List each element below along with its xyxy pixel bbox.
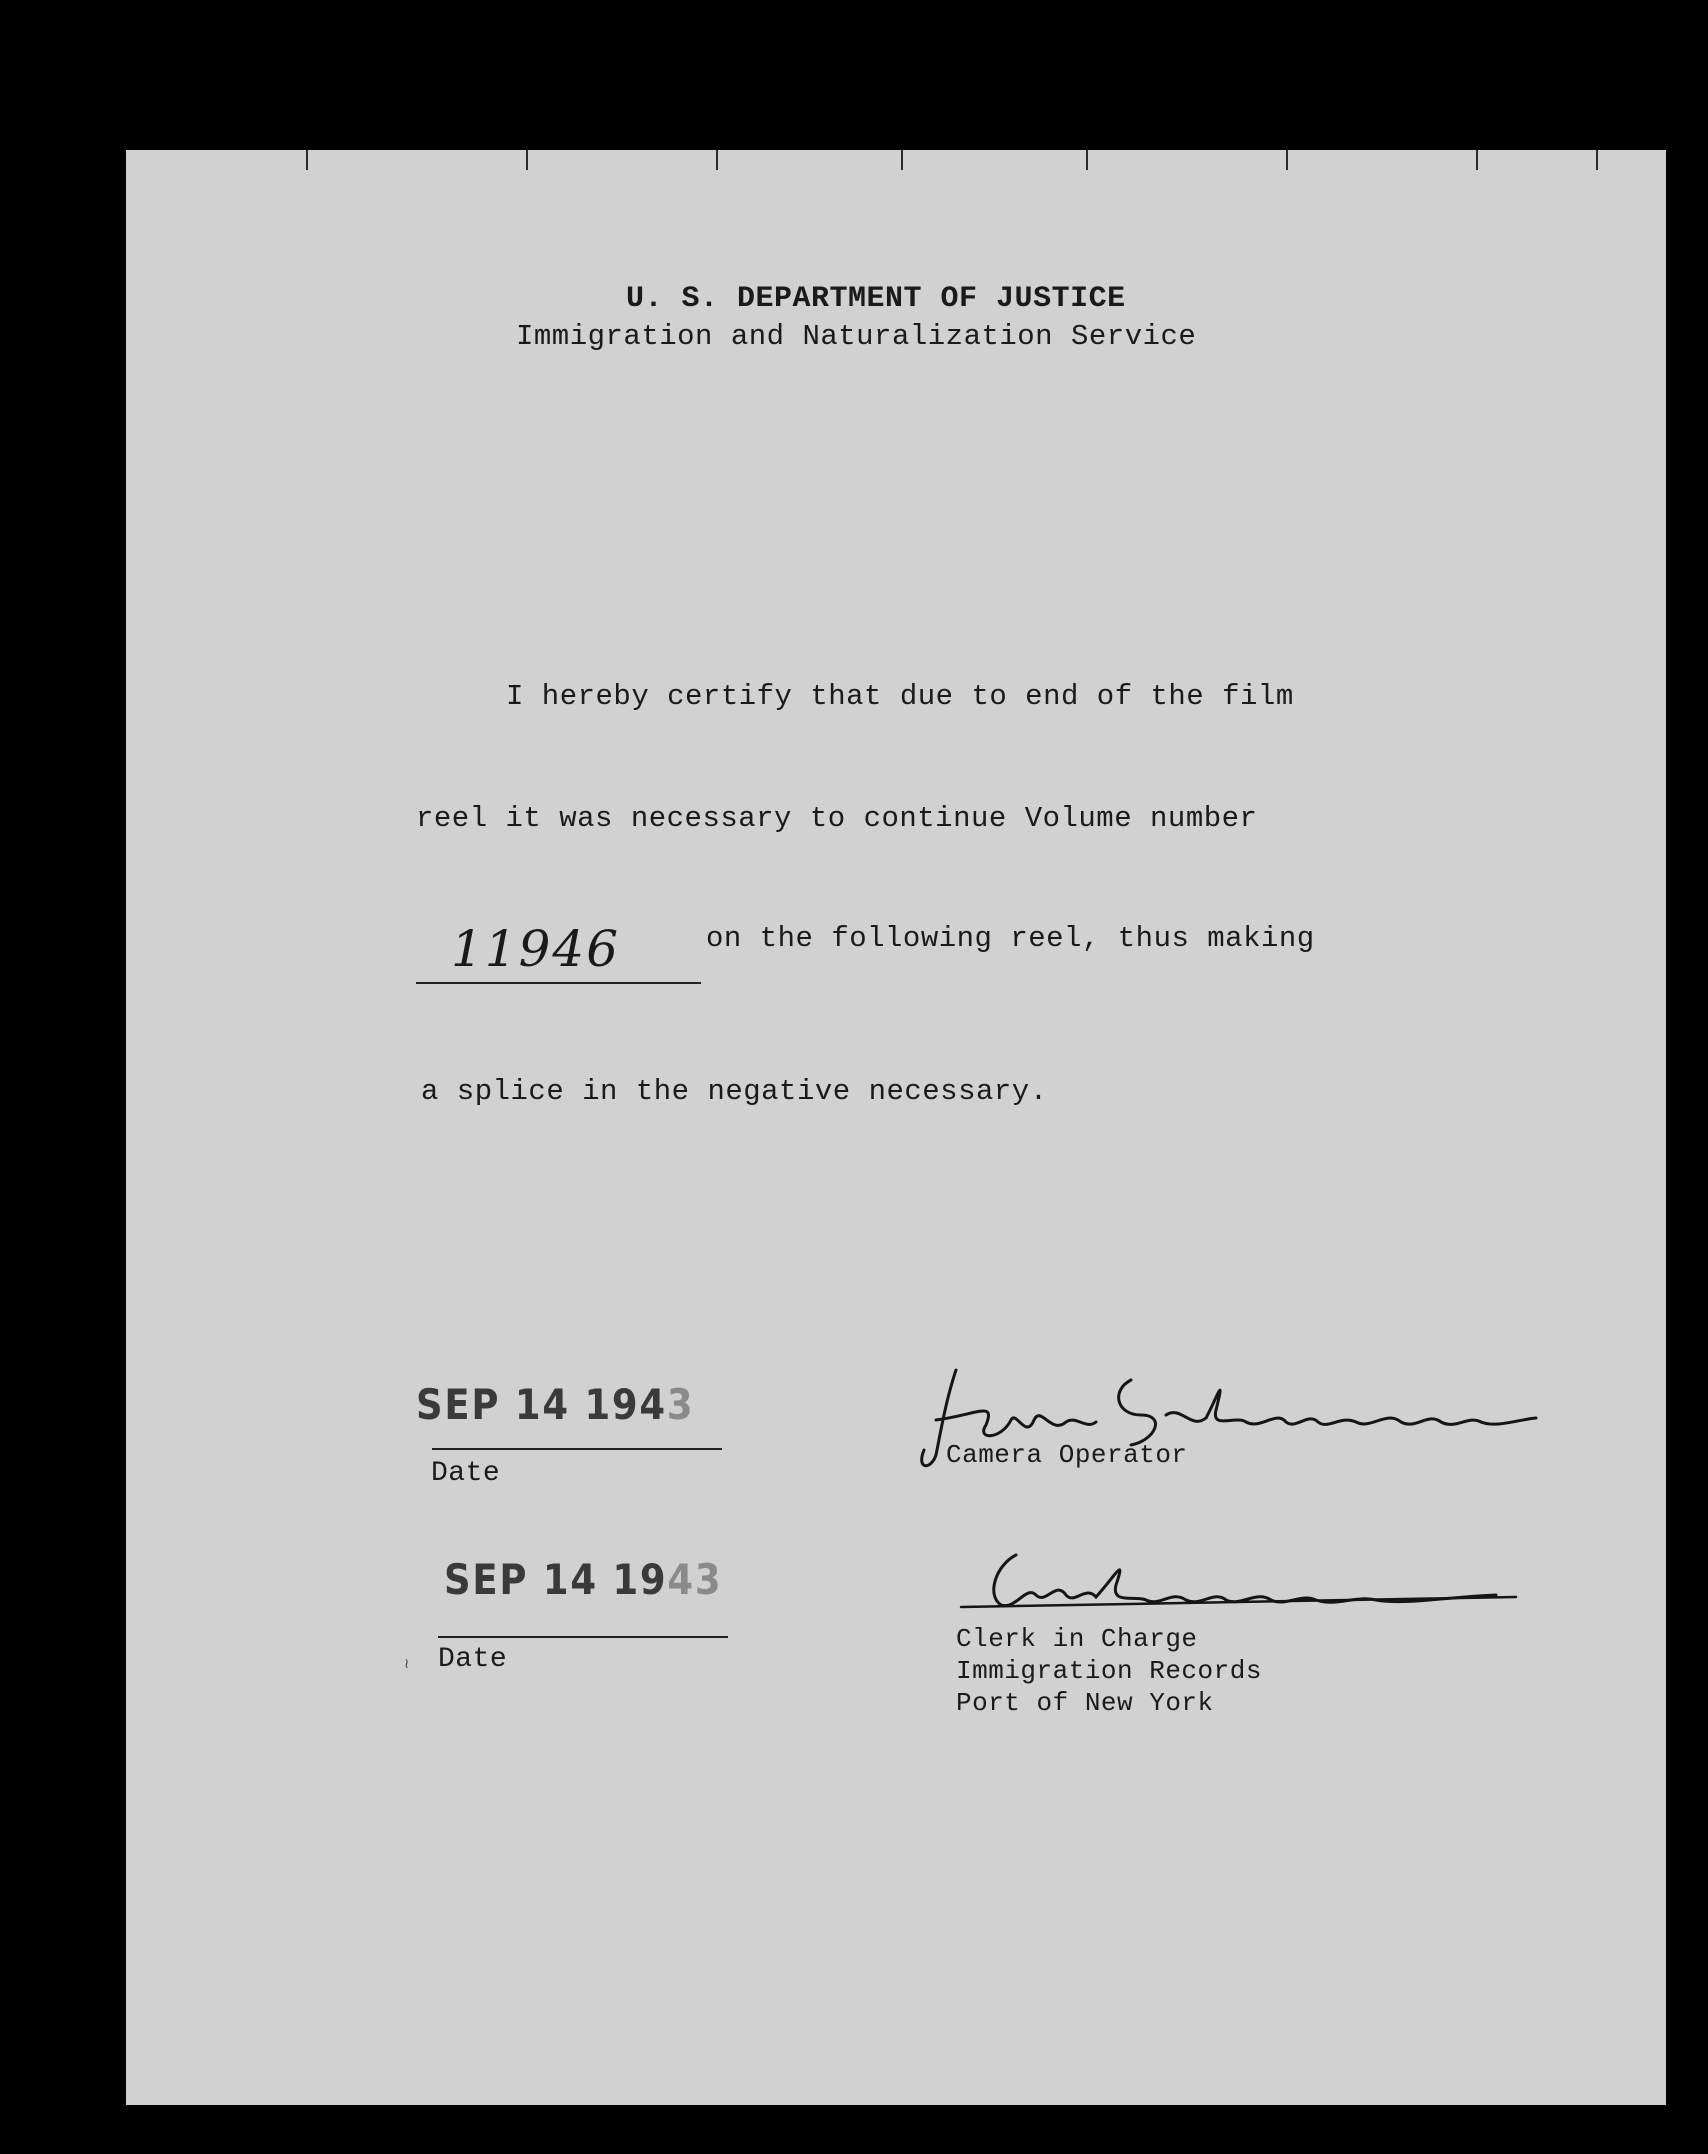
date-signature-line-1 xyxy=(432,1448,722,1450)
clerk-role: Clerk in Charge xyxy=(956,1624,1198,1654)
document-page xyxy=(126,150,1666,2105)
date-stamp-2 xyxy=(444,1555,722,1604)
edge-mark xyxy=(526,150,528,170)
edge-mark xyxy=(1596,150,1598,170)
date-stamp-2-text: SEP 14 19 xyxy=(444,1555,668,1604)
edge-mark xyxy=(306,150,308,170)
date-stamp-2-faded: 43 xyxy=(667,1555,723,1604)
date-stamp-1-faded: 3 xyxy=(666,1380,695,1429)
certification-line-2: reel it was necessary to continue Volume number xyxy=(416,802,1258,835)
edge-mark xyxy=(1286,150,1288,170)
date-stamp-1-text: SEP 14 194 xyxy=(416,1380,667,1429)
clerk-signature xyxy=(956,1545,1556,1635)
certification-line-4: a splice in the negative necessary. xyxy=(421,1075,1048,1108)
date-stamp-1 xyxy=(416,1380,694,1429)
date-label-1: Date xyxy=(431,1458,501,1489)
date-label-2: Date xyxy=(438,1644,508,1675)
volume-number-handwritten: 11946 xyxy=(451,920,621,978)
clerk-location: Port of New York xyxy=(956,1688,1214,1718)
edge-mark xyxy=(901,150,903,170)
service-heading: Immigration and Naturalization Service xyxy=(516,320,1197,353)
date-signature-line-2 xyxy=(438,1636,728,1638)
edge-mark xyxy=(1476,150,1478,170)
stray-mark: ≀ xyxy=(404,1656,410,1672)
edge-mark xyxy=(716,150,718,170)
camera-operator-role: Camera Operator xyxy=(946,1440,1188,1470)
certification-line-1: I hereby certify that due to end of the film xyxy=(506,680,1294,713)
edge-mark xyxy=(1086,150,1088,170)
clerk-department: Immigration Records xyxy=(956,1656,1262,1686)
certification-line-3: on the following reel, thus making xyxy=(706,922,1315,955)
volume-number-underline xyxy=(416,982,701,984)
agency-heading: U. S. DEPARTMENT OF JUSTICE xyxy=(626,282,1126,316)
